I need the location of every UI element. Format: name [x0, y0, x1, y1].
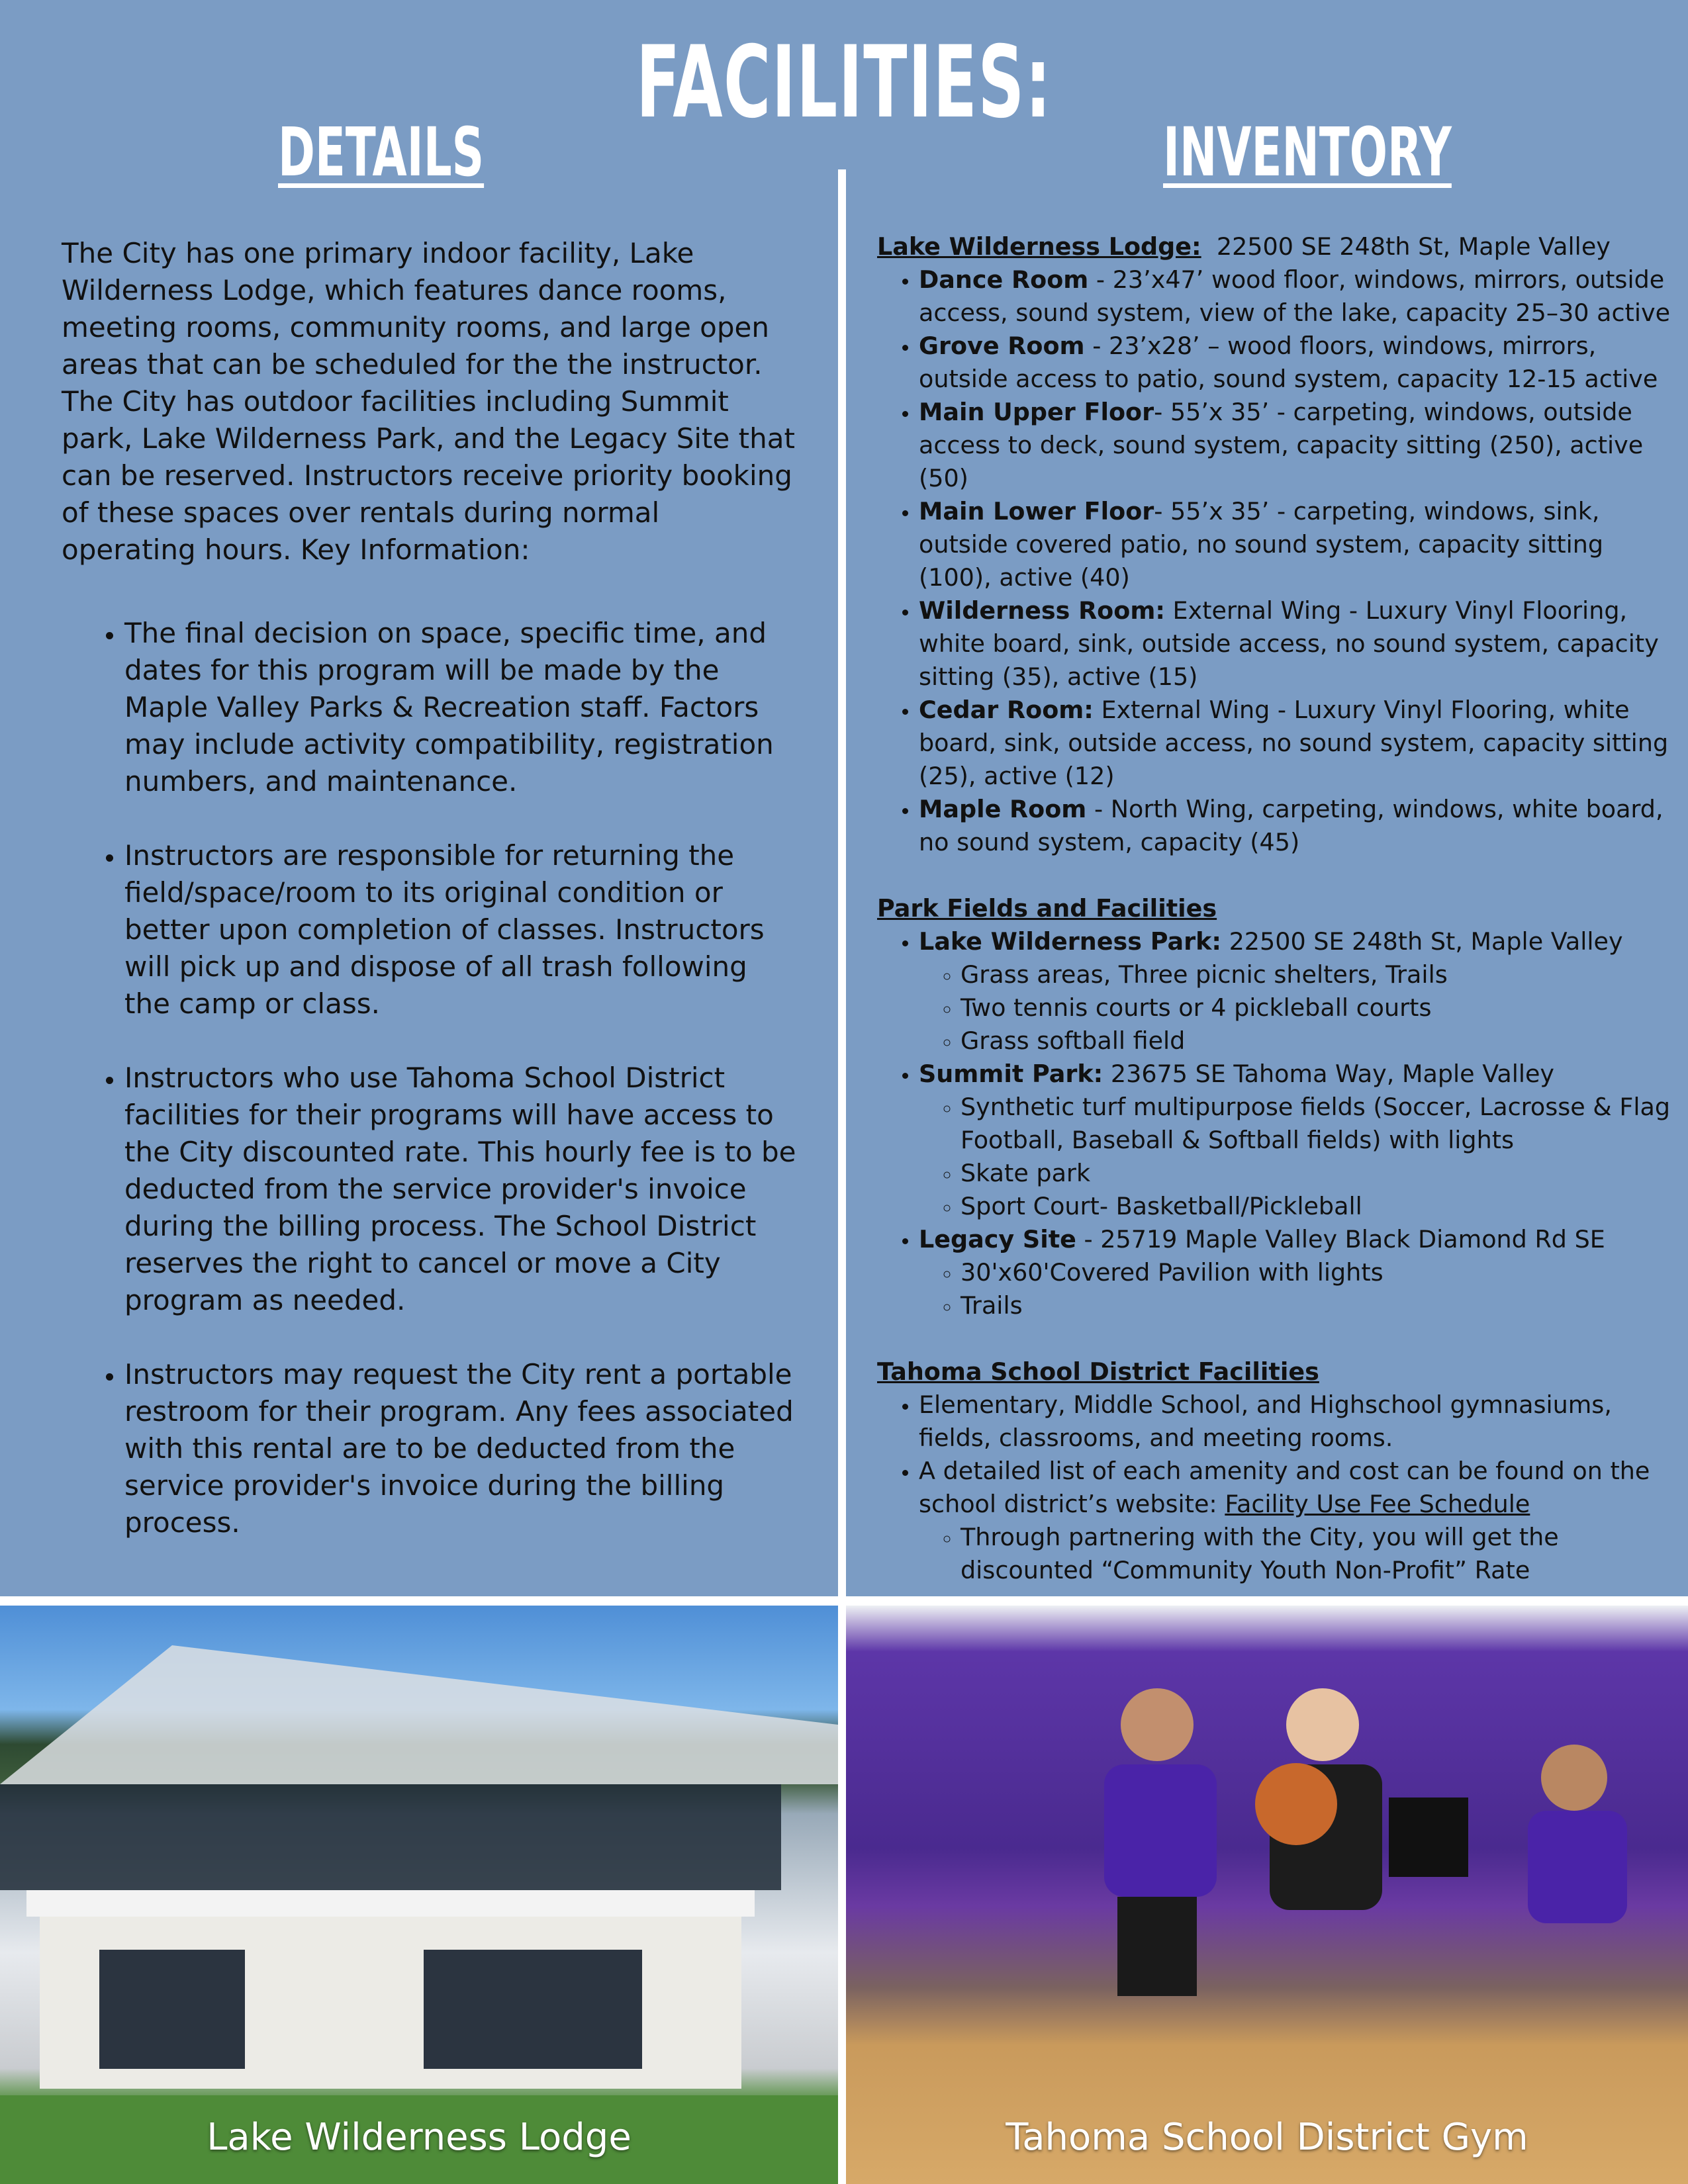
room-desc: External Wing - Luxury Vinyl Flooring, white board, sink, outside access, no sound system, capacity sitting (35), active (15) [919, 596, 1659, 691]
park-name: Lake Wilderness Park: [919, 927, 1221, 956]
park-amenity: ◦ Skate park [961, 1157, 1681, 1190]
lodge-room [919, 330, 1681, 396]
park-name: Legacy Site [919, 1225, 1076, 1253]
room-name: Main Lower Floor [919, 497, 1154, 525]
lodge-address: 22500 SE 248th St, Maple Valley [1201, 232, 1611, 261]
park-amenity: ◦ Sport Court- Basketball/Pickleball [961, 1190, 1681, 1223]
school-list [877, 1388, 1681, 1587]
parks-list [877, 925, 1681, 1322]
park-amenities [919, 1091, 1681, 1223]
park-amenity: ◦ Two tennis courts or 4 pickleball courts [961, 991, 1681, 1024]
room-desc: - North Wing, carpeting, windows, white board, no sound system, capacity (45) [919, 795, 1664, 856]
details-bullet: • Instructors may request the City rent a portable restroom for their program. Any fees associated with this rental are to be deducted from the service provider's invoice during the billing process. [124, 1356, 796, 1541]
lodge-building-illustration [0, 1606, 838, 2184]
school-item [919, 1455, 1681, 1587]
gym-photo [846, 1606, 1688, 2184]
lodge-room [919, 694, 1681, 793]
room-name: Dance Room [919, 265, 1089, 294]
park-address: 22500 SE 248th St, Maple Valley [1221, 927, 1623, 956]
lodge-room [919, 793, 1681, 859]
park-amenity: ◦ 30'x60'Covered Pavilion with lights [961, 1256, 1681, 1289]
details-heading: DETAILS [278, 113, 485, 192]
fee-schedule-link[interactable]: Facility Use Fee Schedule [1225, 1490, 1530, 1518]
park-amenity: ◦ Grass softball field [961, 1024, 1681, 1058]
lodge-room-list [877, 263, 1681, 859]
school-sublist [919, 1521, 1681, 1587]
park-amenities [919, 958, 1681, 1058]
park-address: - 25719 Maple Valley Black Diamond Rd SE [1076, 1225, 1605, 1253]
gym-caption: Tahoma School District Gym [1006, 2116, 1528, 2159]
lodge-title: Lake Wilderness Lodge: [877, 232, 1201, 261]
room-desc: - 55’x 35’ - carpeting, windows, outside access to deck, sound system, capacity sitting (250), active (50) [919, 398, 1644, 492]
room-name: Wilderness Room: [919, 596, 1165, 625]
room-name: Cedar Room: [919, 696, 1094, 724]
column-divider [838, 169, 846, 2184]
park-address: 23675 SE Tahoma Way, Maple Valley [1103, 1060, 1555, 1088]
photo-divider [0, 1596, 1688, 1606]
room-desc: - 23’x47’ wood floor, windows, mirrors, outside access, sound system, view of the lake, capacity 25–30 active [919, 265, 1671, 327]
details-bullet: • Instructors who use Tahoma School District facilities for their programs will have access to the City discounted rate. This hourly fee is to be deducted from the service provider's invoice during the billing process. The School District reserves the right to cancel or move a City program as needed. [124, 1060, 796, 1319]
gym-players-illustration [846, 1606, 1688, 2184]
room-desc: External Wing - Luxury Vinyl Flooring, white board, sink, outside access, no sound system, capacity sitting (25), active (12) [919, 696, 1669, 790]
park-amenity: ◦ Synthetic turf multipurpose fields (Soccer, Lacrosse & Flag Football, Baseball & Softball fields) with lights [961, 1091, 1681, 1157]
school-title: Tahoma School District Facilities [877, 1357, 1319, 1386]
details-bullet: • The final decision on space, specific time, and dates for this program will be made by the Maple Valley Parks & Recreation staff. Factors may include activity compatibility, registration numbers, and maintenance. [124, 615, 796, 800]
school-item-text: A detailed list of each amenity and cost can be found on the school district’s website: [919, 1457, 1650, 1518]
details-bullet: • Instructors are responsible for returning the field/space/room to its original condition or better upon completion of classes. Instructors will pick up and dispose of all trash following the camp or class. [124, 837, 796, 1023]
room-desc: - 55’x 35’ - carpeting, windows, sink, outside covered patio, no sound system, capacity sitting (100), active (40) [919, 497, 1604, 592]
lodge-room [919, 396, 1681, 495]
details-bullet-list [62, 615, 796, 1541]
parks-title: Park Fields and Facilities [877, 894, 1217, 923]
page-title: FACILITIES: [635, 25, 1053, 140]
details-section [62, 235, 796, 1578]
lodge-room [919, 495, 1681, 594]
inventory-heading: INVENTORY [1163, 113, 1452, 192]
school-subitem: ◦ Through partnering with the City, you will get the discounted “Community Youth Non-Profit” Rate [961, 1521, 1681, 1587]
park-item [919, 1058, 1681, 1223]
park-item [919, 925, 1681, 1058]
lodge-room [919, 263, 1681, 330]
room-name: Main Upper Floor [919, 398, 1154, 426]
lodge-header [877, 230, 1681, 263]
park-amenities [919, 1256, 1681, 1322]
park-amenity: ◦ Grass areas, Three picnic shelters, Trails [961, 958, 1681, 991]
lodge-caption: Lake Wilderness Lodge [207, 2116, 632, 2159]
details-intro: The City has one primary indoor facility, Lake Wilderness Lodge, which features dance rooms, meeting rooms, community rooms, and large open areas that can be scheduled for the the instructor. The City has outdoor facilities including Summit park, Lake Wilderness Park, and the Legacy Site that can be reserved. Instructors receive priority booking of these spaces over rentals during normal operating hours. Key Information: [62, 237, 795, 566]
room-name: Grove Room [919, 332, 1085, 360]
school-item: • Elementary, Middle School, and Highschool gymnasiums, fields, classrooms, and meeting rooms. [919, 1388, 1681, 1455]
park-amenity: ◦ Trails [961, 1289, 1681, 1322]
room-desc: - 23’x28’ – wood floors, windows, mirrors, outside access to patio, sound system, capacity 12-15 active [919, 332, 1658, 393]
lodge-photo [0, 1606, 838, 2184]
park-item [919, 1223, 1681, 1322]
inventory-section [877, 230, 1681, 1587]
park-name: Summit Park: [919, 1060, 1103, 1088]
room-name: Maple Room [919, 795, 1087, 823]
lodge-room [919, 594, 1681, 694]
